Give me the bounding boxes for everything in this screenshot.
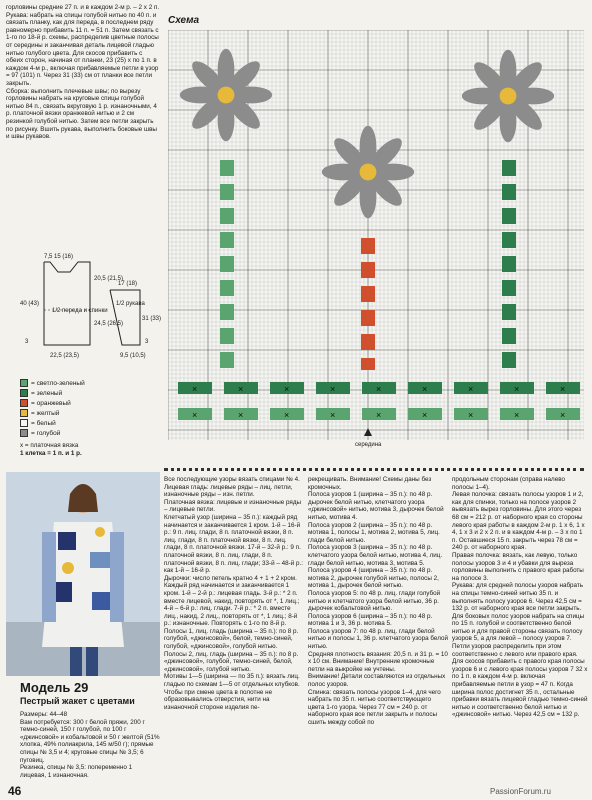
- legend-label: = желтый: [31, 409, 60, 417]
- stem-segment: [220, 352, 234, 368]
- legend-label: = оранжевый: [31, 399, 71, 407]
- border-x-mark: ×: [514, 410, 520, 420]
- border-x-mark: ×: [238, 410, 244, 420]
- stem-segment: [502, 232, 516, 248]
- legend-swatch: [20, 419, 28, 427]
- pattern-sketch: [20, 250, 165, 370]
- stem-segment: [361, 262, 375, 278]
- sketch-label-m4: 3: [25, 339, 29, 345]
- sketch-label-top: 7,5 15 (16): [44, 254, 74, 260]
- legend-swatch: [20, 399, 28, 407]
- border-x-mark: ×: [192, 410, 198, 420]
- legend-item: [20, 388, 160, 398]
- legend-item: [20, 378, 160, 388]
- flower-center: [500, 88, 517, 105]
- stem-segment: [361, 358, 375, 370]
- legend-note-2: 1 клетка = 1 п. и 1 р.: [20, 449, 82, 457]
- instructions-column-2: Все последующие узоры вязать спицами № 4. Лицевая гладь: лицевые ряды – лиц. петли, изнаночные ряды – изн. петли. Платочная вязка: лицевые и изнаночные ряды – лицевые петли. Клетчатый узор (ширина – 35 п.): каждый ряд начинается и заканчивается 1 кром. 1-й – 16-й р.: 9 п. лиц. глади, 8 п. платочной вязки, 8 п. лиц. глади, 8 п. платочной вязки, 8 п. лиц. глади, 8 п. платочной вязки. 17-й – 32-й р.: 9 п. платочной вязки, 8 п. лиц. глади, 8 п. платочной вязки, 8 п. лиц. глади; 33-й – 48-й р.: как 1-й – 16-й р. Дырочки: число петель кратно 4 + 1 + 2 кром. Каждый ряд начинается и заканчивается 1 кром. 1-й – 2-й р.: лицевая гладь. 3-й р.: * 2 п. вместе лицевой, накид, повторять от *, 1 лиц.; 4-й – 6-й р.: лиц. глади. 7-й р.: * 2 п. вместе лиц., накид, 2 лиц., повторять от *, 1 лиц.; 8-й р.: изнаночные. Повторять с 1-го по 8-й р. Полосы 1, лиц. гладь (ширина – 35 п.): по 8 р. голубой, «джинсовой», белой, темно-синей, голубой, «джинсовой», голубой нитью. Полосы 2, лиц. гладь (ширина – 35 п.): по 8 р. «джинсовой», голубой, темно-синей, белой, «джинсовой», голубой нитью. Мотивы 1—5 (ширина — по 35 п.): вязать лиц. гладью по схемам 1—5 от отдельных клубков. Чтобы при смене цвета в полотне не образовывались отверстия, нити на изнаночной стороне изделия пе-: [164, 476, 303, 711]
- section-divider: [164, 462, 584, 471]
- legend-item: [20, 408, 160, 418]
- stem-segment: [361, 334, 375, 350]
- sketch-label-sleeve: 1/2 рукава: [116, 301, 145, 307]
- sketch-label-sleeve-bottom: 9,5 (10,5): [120, 353, 146, 359]
- border-x-mark: ×: [560, 410, 566, 420]
- sketch-label-side-left: 40 (43): [20, 301, 40, 307]
- border-x-mark: ×: [376, 410, 382, 420]
- flower-center: [218, 87, 235, 104]
- legend-swatch: [20, 379, 28, 387]
- stem-segment: [502, 304, 516, 320]
- stem-segment: [361, 286, 375, 302]
- model-title: Модель 29: [20, 680, 89, 695]
- flower-center: [360, 164, 377, 181]
- border-x-mark: ×: [514, 384, 520, 394]
- legend-item: [20, 418, 160, 428]
- stem-segment: [220, 328, 234, 344]
- sketch-label-m2: 24,5 (26,5): [94, 321, 124, 327]
- instructions-column-3: рекрещивать. Внимание! Схемы даны без кромочных. Полоса узоров 1 (ширина – 35 п.): по 48 р. дырочек белой нитью, клетчатого узора «джинсовой» нитью, мотива 3, дырочек белой нитью, мотива 4. Полоса узоров 2 (ширина – 35 п.): по 48 р. мотива 1, полосы 1, мотива 2, мотива 5, лиц. глади белой нитью. Полоса узоров 3 (ширина – 35 п.): по 48 р. клетчатого узора белой нитью, мотива 4, лиц. глади белой нитью, мотива 3, мотива 5. Полоса узоров 4 (ширина – 35 п.): по 48 р. мотива 2, дырочек голубой нитью, полосы 2, мотива 1, дырочек белой нитью. Полоса узоров 5: по 48 р. лиц. глади голубой нитью и клетчатого узора белой нитью, 36 р. дырочек кобальтовой нитью. Полоса узоров 6 (ширина – 35 п.): по 48 р. мотива 1 и 3, 36 р. мотива 5. Полоса узоров 7: по 48 р. лиц. глади белой нитью и полосы 1, 36 р. клетчатого узора белой нитью. Средняя плотность вязания: 20,5 п. и 31 р. = 10 х 10 см. Внимание! Внутренние кромочные петли на выкройке не учтены. Внимание! Детали составляются из отдельных полос узоров. Спинка: связать полосы узоров 1–4, для чего набрать по 35 п. нитью соответствующего цвета 1-го узора. Через 77 см = 240 р. от наборного края все петли закрыть и полосы сшить между собой по: [308, 476, 448, 726]
- knitting-chart: [168, 30, 584, 440]
- border-x-mark: ×: [560, 384, 566, 394]
- site-watermark: PassionForum.ru: [490, 787, 551, 796]
- border-x-mark: ×: [422, 410, 428, 420]
- stem-segment: [361, 310, 375, 326]
- left-column-text: горловины средние 27 п. и в каждом 2-м р. – 2 х 2 п. Рукава: набрать на спицы голубой нитью по 40 п. и связать планку, как для переда, в последнем ряду равномерно прибавить 11 п. = 51 п. Затем связать с 1-го по 18-й р. схемы, распределив цветные полосы от середины и заканчивая деталь лицевой гладью нитью голубого цвета. Для скосов прибавить с обеих сторон, начиная от планки, 23 (25) х по 1 п. в каждом 4-м р., включая прибавляемые петли в узор = 97 (101) п. Через 31 (33) см от планки все петли закрыть. Сборка: выполнить плечевые швы; по вырезу горловины набрать на круговые спицы голубой нитью 84 п., связать вкруговую 1 р. изнаночными, 4 р. платочной вязки оранжевой нитью и 2 см резинкой голубой нитью. Затем все петли закрыть по рисунку. Вшить рукава, выполнить боковые швы и швы рукавов.: [6, 4, 160, 141]
- border-x-mark: ×: [468, 384, 474, 394]
- model-subtitle: Пестрый жакет с цветами: [20, 696, 135, 706]
- border-x-mark: ×: [376, 384, 382, 394]
- legend-label: = голубой: [31, 429, 61, 437]
- legend-note-1: х = платочная вязка: [20, 442, 79, 449]
- page-number: 46: [8, 784, 22, 798]
- chart-title: Схема: [168, 15, 200, 26]
- center-label: середина: [355, 442, 382, 448]
- stem-segment: [502, 160, 516, 176]
- stem-segment: [220, 256, 234, 272]
- stem-segment: [502, 184, 516, 200]
- stem-segment: [502, 256, 516, 272]
- stem-segment: [502, 280, 516, 296]
- sketch-label-sleeve-side: 17 (18): [118, 281, 138, 287]
- stem-segment: [220, 208, 234, 224]
- sketch-label-m5: 3: [145, 339, 149, 345]
- stem-segment: [220, 280, 234, 296]
- sketch-label-m3: 31 (33): [142, 316, 162, 322]
- sketch-label-bottom-left: 22,5 (23,5): [50, 353, 80, 359]
- legend-item: [20, 398, 160, 408]
- stem-segment: [220, 304, 234, 320]
- border-x-mark: ×: [284, 384, 290, 394]
- border-x-mark: ×: [284, 410, 290, 420]
- legend-label: = зеленый: [31, 389, 63, 397]
- legend-swatch: [20, 429, 28, 437]
- stem-segment: [220, 232, 234, 248]
- legend-item: [20, 428, 160, 438]
- stem-segment: [502, 328, 516, 344]
- border-x-mark: ×: [330, 410, 336, 420]
- border-x-mark: ×: [422, 384, 428, 394]
- legend-label: = белый: [31, 419, 56, 427]
- instructions-column-4: продольным сторонам (справа налево полосы 1–4). Левая полочка: связать полосы узоров 1 и 2, как для спинки, только на полосе узоров 2 вывязать вырез горловины. Для этого через 68 см = 212 р. от наборного края со стороны левого края работы в каждом 2-м р. 1 х 6, 1 х 4, 1 х 3 и 2 х 2 п. и в каждом 4-м р. – 3 х по 1 п. Оставшиеся 15 п. закрыть через 78 см = 240 р. от наборного края. Правая полочка: вязать, как левую, только полосы узоров 3 и 4 и убавки для выреза горловины выполнить с правого края работы на полосе 3. Рукава: для средней полосы узоров набрать на спицы темно-синей нитью 35 п. и выполнять полосу узоров 6. Через 42,5 см = 132 р. от наборного края все петли закрыть. Для боковых полос узоров набрать на спицы по 15 п. голубой и соответственно белой нитью и для правой стороны связать полосу узоров 5, а для левой – полосу узоров 7. Петли узоров распределить при этом соответственно с левого или правого края. Для скосов прибавить с правого края полосы узоров 6 и с левого края полосы узоров 7 32 х по 1 п. в каждом 4-м р. включая прибавляемые петли в узор = 47 п. Когда ширина полос достигнет 35 п., остальные прибавки вязать лицевой гладью темно-синей нитью и соответственно белой нитью и «джинсовой» нитью. Через 42,5 см = 132 р.: [452, 476, 588, 719]
- model-materials: Размеры: 44–48 Вам потребуется: 300 г белой пряжи, 200 г темно-синей, 150 г голубой, по 100 г «джинсовой» и кобальтовой и 50 г желтой (51% хлопка, 49% полиакрила, 145 м/50 г); прямые спицы № 3,5 и 4; круговые спицы № 3,5; 6 пуговиц. Резинка, спицы № 3,5: попеременно 1 лицевая, 1 изнаночная.: [20, 711, 160, 779]
- sketch-label-front: 1/2 переда и спинки: [52, 308, 108, 314]
- border-x-mark: ×: [468, 410, 474, 420]
- stem-segment: [220, 184, 234, 200]
- border-x-mark: ×: [192, 384, 198, 394]
- sketch-label-m1: 20,5 (21,5): [94, 276, 124, 282]
- border-x-mark: ×: [330, 384, 336, 394]
- stem-segment: [502, 208, 516, 224]
- model-photo: [6, 472, 160, 676]
- legend-label: = светло-зеленый: [31, 379, 85, 387]
- stem-segment: [220, 160, 234, 176]
- stem-segment: [361, 238, 375, 254]
- legend-swatch: [20, 409, 28, 417]
- legend: [20, 378, 160, 457]
- legend-swatch: [20, 389, 28, 397]
- stem-segment: [502, 352, 516, 368]
- border-x-mark: ×: [238, 384, 244, 394]
